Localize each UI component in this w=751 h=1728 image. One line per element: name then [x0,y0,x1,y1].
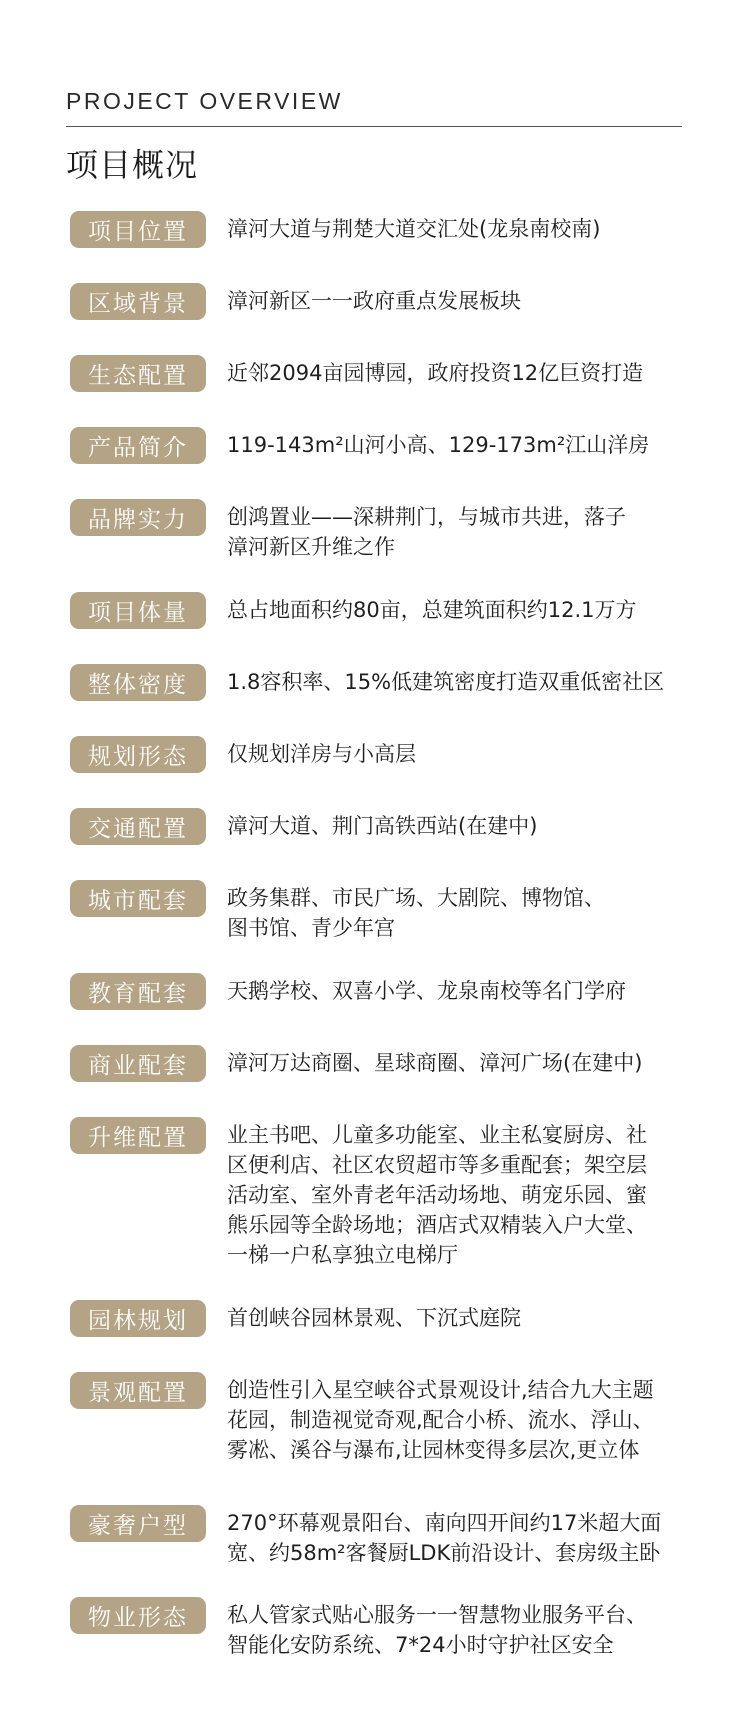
category-text: 近邻2094亩园博园，政府投资12亿巨资打造 [227,361,644,385]
category-text: 漳河万达商圈、星球商圈、漳河广场(在建中) [227,1051,643,1075]
category-text: 1.8容积率、15%低建筑密度打造双重低密社区 [227,670,665,694]
category-tag: 品牌实力 [70,499,206,536]
category-text: 119-143m²山河小高、129-173m²江山洋房 [227,433,650,457]
category-text: 政务集群、市民广场、大剧院、博物馆、 图书馆、青少年宫 [227,886,605,940]
en-title: PROJECT OVERVIEW [66,88,343,114]
category-text: 仅规划洋房与小高层 [227,742,416,766]
category-tag: 区域背景 [70,283,206,320]
title-divider [66,126,682,127]
category-text: 业主书吧、儿童多功能室、业主私宴厨房、社 区便利店、社区农贸超市等多重配套；架空层 活动室、室外青老年活动场地、萌宠乐园、蜜 熊乐园等全龄场地；酒店式双精装入户大堂、 一梯一户私享独立电梯厅 [227,1123,647,1267]
category-text: 首创峡谷园林景观、下沉式庭院 [227,1306,521,1330]
category-text: 私人管家式贴心服务一一智慧物业服务平台、 智能化安防系统、7*24小时守护社区安全 [227,1603,647,1657]
category-tag: 商业配套 [70,1045,206,1082]
category-tag: 规划形态 [70,736,206,773]
category-tag: 城市配套 [70,880,206,917]
category-tag: 园林规划 [70,1300,206,1337]
category-text: 创鸿置业——深耕荆门，与城市共进，落子 漳河新区升维之作 [227,505,626,559]
category-tag: 交通配置 [70,808,206,845]
category-tag: 物业形态 [70,1597,206,1634]
category-tag: 生态配置 [70,355,206,392]
category-tag: 项目位置 [70,211,206,248]
page-title: 项目概况 [66,146,199,184]
category-tag: 项目体量 [70,592,206,629]
category-tag: 产品简介 [70,427,206,464]
category-tag: 豪奢户型 [70,1505,206,1542]
category-text: 270°环幕观景阳台、南向四开间约17米超大面 宽、约58m²客餐厨LDK前沿设计、套房级主卧 [227,1511,662,1565]
category-text: 漳河大道与荆楚大道交汇处(龙泉南校南) [227,217,601,241]
category-tag: 升维配置 [70,1117,206,1154]
category-tag: 整体密度 [70,664,206,701]
category-text: 漳河大道、荆门高铁西站(在建中) [227,814,538,838]
category-text: 创造性引入星空峡谷式景观设计,结合九大主题 花园，制造视觉奇观,配合小桥、流水、浮山、 雾凇、溪谷与瀑布,让园林变得多层次,更立体 [227,1378,654,1462]
category-tag: 教育配套 [70,973,206,1010]
category-text: 总占地面积约80亩，总建筑面积约12.1万方 [227,598,637,622]
category-text: 天鹅学校、双喜小学、龙泉南校等名门学府 [227,979,626,1003]
category-text: 漳河新区一一政府重点发展板块 [227,289,521,313]
category-tag: 景观配置 [70,1372,206,1409]
